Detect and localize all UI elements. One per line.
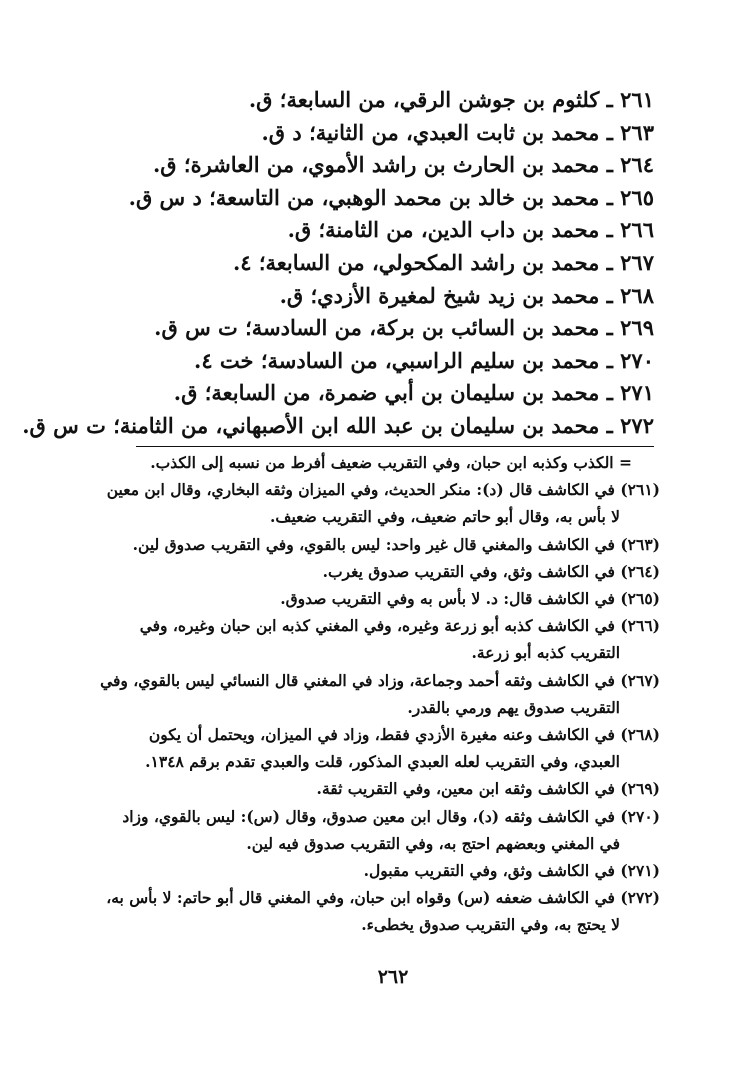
page-number: ٢٦٢ — [377, 966, 409, 988]
footnote — [90, 476, 660, 530]
footnote-line: (٢٦٧) في الكاشف وثقه أحمد وجماعة، وزاد في المغني قال النسائي ليس بالقوي، وفي — [100, 670, 660, 690]
narrator-entry: ٢٦٧ ـ محمد بن راشد المكحولي، من السابعة؛ ٤. — [232, 249, 654, 275]
footnote-line: التقريب صدوق يهم ورمي بالقدر. — [407, 697, 620, 717]
footnote — [90, 558, 660, 585]
footnote-line: (٢٦٨) في الكاشف وعنه مغيرة الأزدي فقط، وزاد في الميزان، ويحتمل أن يكون — [148, 725, 660, 745]
footnote-line: = الكذب وكذبه ابن حبان، وفي التقريب ضعيف أفرط من نسبه إلى الكذب. — [150, 453, 632, 472]
footnote — [90, 884, 660, 938]
footnote — [90, 585, 660, 612]
footnote — [90, 531, 660, 558]
footnote-line: (٢٦٣) في الكاشف والمغني قال غير واحد: ليس بالقوي، وفي التقريب صدوق لين. — [132, 534, 660, 554]
footnote — [90, 721, 660, 775]
narrator-entry: ٢٧١ ـ محمد بن سليمان بن أبي ضمرة، من السابعة؛ ق. — [173, 380, 654, 406]
footnote — [90, 775, 660, 802]
footnote-line: (٢٧٢) في الكاشف ضعفه (س) وقواه ابن حبان، وفي المغني قال أبو حاتم: لا بأس به، — [106, 888, 660, 908]
footnote-line: (٢٧٠) في الكاشف وثقه (د)، وقال ابن معين صدوق، وقال (س): ليس بالقوي، وزاد — [122, 806, 660, 826]
footnote-line: التقريب كذبه أبو زرعة. — [471, 643, 620, 663]
footnotes — [90, 449, 660, 939]
footnote-divider — [136, 446, 654, 447]
footnote — [90, 857, 660, 884]
narrator-entry: ٢٧٠ ـ محمد بن سليم الراسبي، من السادسة؛ خت ٤. — [194, 347, 654, 373]
footnote-continuation — [90, 449, 660, 476]
narrator-entry: ٢٦٦ ـ محمد بن داب الدين، من الثامنة؛ ق. — [287, 217, 654, 243]
narrator-entry: ٢٦٩ ـ محمد بن السائب بن بركة، من السادسة؛ ت س ق. — [154, 315, 654, 341]
footnote — [90, 803, 660, 857]
footnote-line: (٢٦٤) في الكاشف وثق، وفي التقريب صدوق يغرب. — [322, 561, 660, 581]
narrator-entry: ٢٦١ ـ كلثوم بن جوشن الرقي، من السابعة؛ ق. — [248, 87, 654, 112]
narrator-entry: ٢٧٢ ـ محمد بن سليمان بن عبد الله ابن الأصبهاني، من الثامنة؛ ت س ق. — [22, 412, 654, 438]
footnote — [90, 667, 660, 721]
footnote — [90, 612, 660, 666]
footnote-line: (٢٦٦) في الكاشف كذبه أبو زرعة وغيره، وفي المغني كذبه ابن حبان وغيره، وفي — [139, 616, 660, 636]
footnote-line: (٢٦١) في الكاشف قال (د): منكر الحديث، وفي الميزان وثقه البخاري، وقال ابن معين — [106, 480, 660, 500]
footnote-line: (٢٧١) في الكاشف وثق، وفي التقريب مقبول. — [363, 861, 660, 881]
narrator-entries — [22, 84, 654, 443]
footnote-line: لا بأس به، وقال أبو حاتم ضعيف، وفي التقريب ضعيف. — [270, 507, 620, 527]
footnote-line: (٢٦٥) في الكاشف قال: د. لا بأس به وفي التقريب صدوق. — [280, 589, 660, 609]
footnote-line: لا يحتج به، وفي التقريب صدوق يخطىء. — [361, 915, 620, 935]
footnote-line: في المغني وبعضهم احتج به، وفي التقريب صدوق فيه لين. — [246, 833, 620, 853]
narrator-entry: ٢٦٥ ـ محمد بن خالد بن محمد الوهبي، من التاسعة؛ د س ق. — [128, 184, 654, 210]
narrator-entry: ٢٦٤ ـ محمد بن الحارث بن راشد الأموي، من العاشرة؛ ق. — [152, 152, 654, 178]
footnote-line: العبدي، وفي التقريب لعله العبدي المذكور، قلت والعبدي تقدم برقم ١٣٤٨. — [145, 752, 620, 772]
narrator-entry: ٢٦٨ ـ محمد بن زيد شيخ لمغيرة الأزدي؛ ق. — [279, 282, 654, 308]
narrator-entry: ٢٦٣ ـ محمد بن ثابت العبدي، من الثانية؛ د ق. — [261, 119, 654, 145]
footnote-line: (٢٦٩) في الكاشف وثقه ابن معين، وفي التقريب ثقة. — [316, 779, 660, 799]
